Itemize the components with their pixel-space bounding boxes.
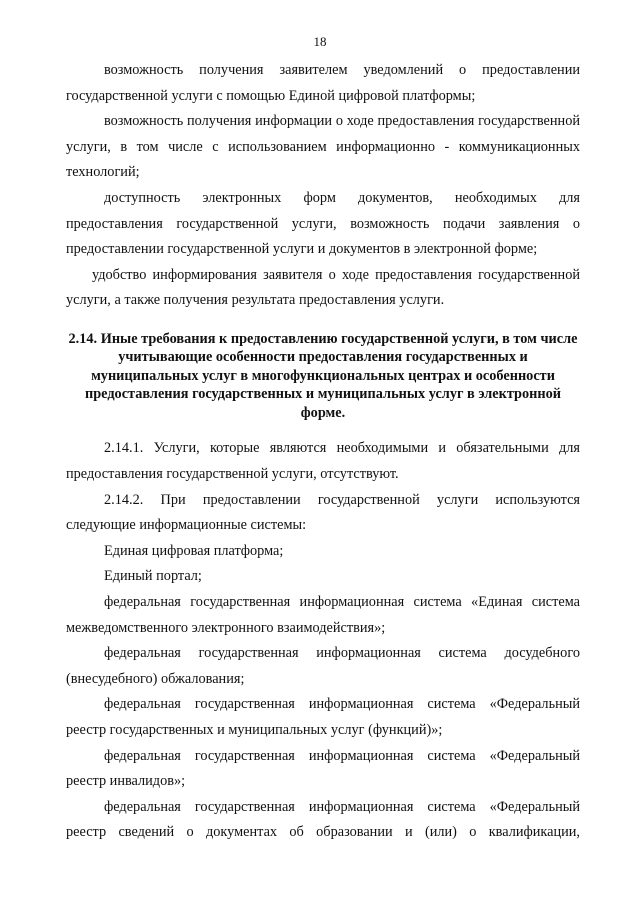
page-number: 18	[313, 34, 327, 49]
list-item: Единый портал;	[104, 568, 202, 585]
paragraph: 2.14.1. Услуги, которые являются необходимыми и обязательными для предоставления государственной услуги, отсутствуют.	[66, 440, 580, 483]
list-item: федеральная государственная информационная система «Федеральный реестр государственных и муниципальных услуг (функций)»;	[66, 696, 580, 738]
list-item: федеральная государственная информационная система досудебного (внесудебного) обжалования;	[66, 645, 580, 687]
paragraph: 2.14.2. При предоставлении государственной услуги используются следующие информационные системы:	[66, 491, 580, 534]
paragraph: удобство информирования заявителя о ходе предоставления государственной услуги, а также получения результата предоставления услуги.	[66, 266, 580, 309]
paragraph: возможность получения информации о ходе предоставления государственной услуги, в том числе с использованием информационно - коммуникационных технологий;	[66, 113, 580, 181]
list-item: федеральная государственная информационная система «Единая система межведомственного электронного взаимодействия»;	[66, 594, 580, 636]
list-item: Единая цифровая платформа;	[104, 542, 284, 559]
document-body	[66, 58, 580, 846]
section-heading: 2.14. Иные требования к предоставлению государственной услуги, в том числе учитывающие особенности предоставления государственных и муниципальных услуг в многофункциональных центрах и особенности предоставления государственных и муниципальных услуг в электронной форме.	[68, 330, 578, 421]
list-item: федеральная государственная информационная система «Федеральный реестр инвалидов»;	[66, 747, 580, 790]
paragraph: возможность получения заявителем уведомлений о предоставлении государственной услуги с помощью Единой цифровой платформы;	[66, 62, 580, 104]
list-item: федеральная государственная информационная система «Федеральный реестр сведений о документах об образовании и (или) о квалификации,	[66, 798, 580, 841]
paragraph: доступность электронных форм документов, необходимых для предоставления государственной услуги, возможность подачи заявления о предоставлении государственной услуги и документов в электронной форме;	[66, 189, 580, 258]
